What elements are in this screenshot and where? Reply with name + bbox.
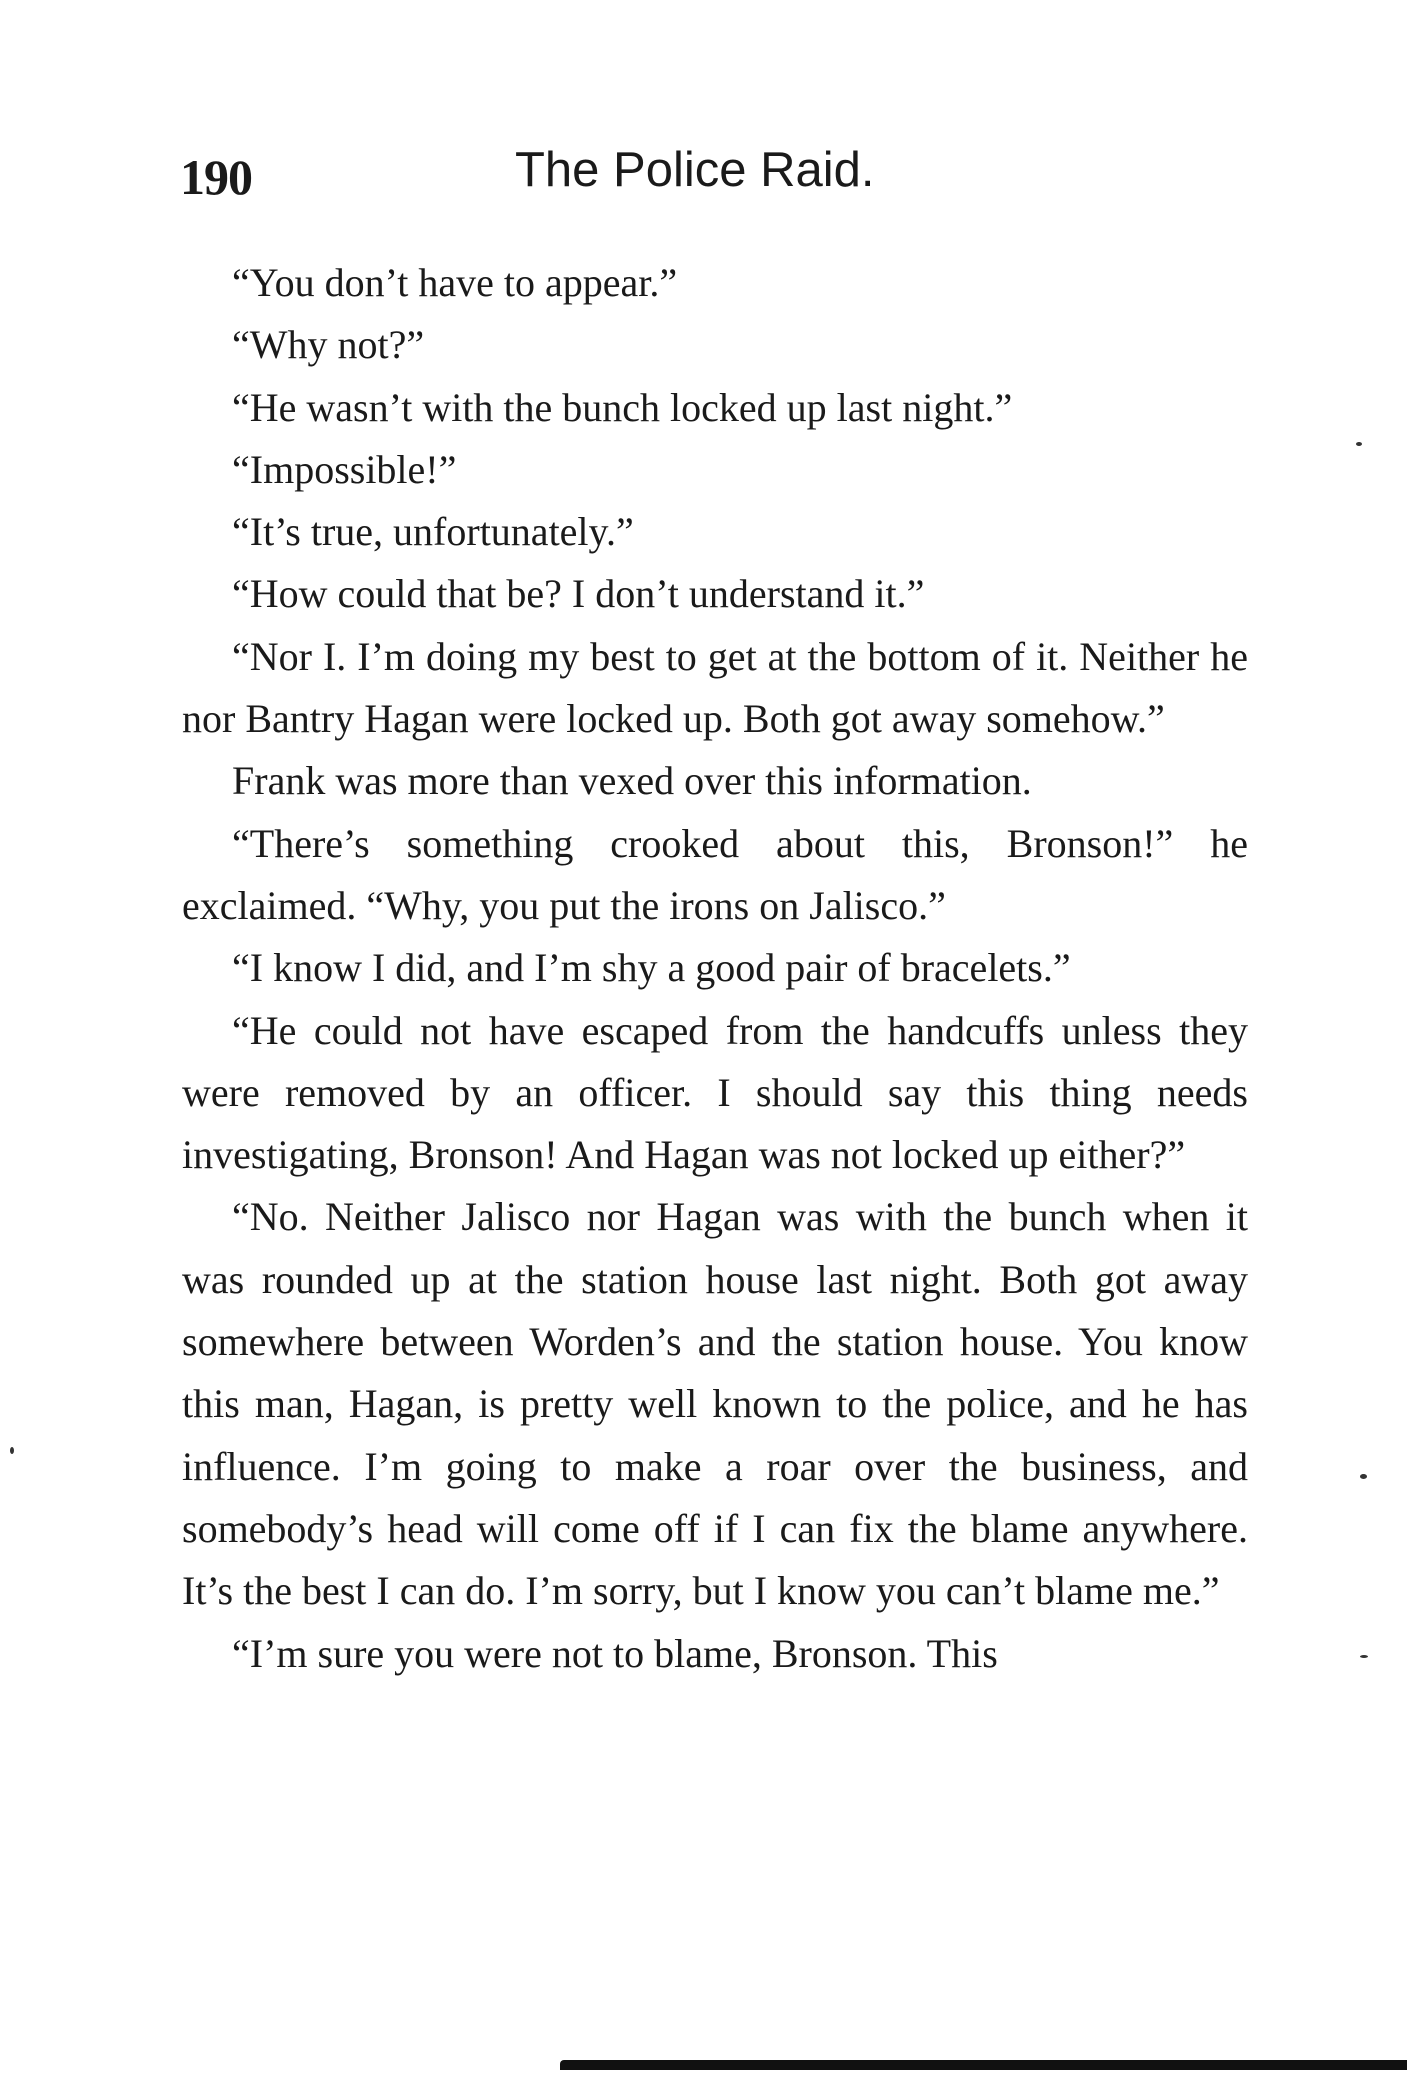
paragraph: “No. Neither Jalisco nor Hagan was with the bunch when it was rounded up at the station house last night. Both got away somewhere between Worden’s and the station house. You know this man, Hagan, is pretty well known to the police, and he has influence. I’m going to make a roar over the business, and somebody’s head will come off if I can fix the blame anywhere. It’s the best I can do. I’m sorry, but I know you can’t blame me.” [182, 1194, 1248, 1614]
paragraph: “It’s true, unfortunately.” [232, 509, 634, 555]
paragraph: “I know I did, and I’m shy a good pair of bracelets.” [232, 945, 1071, 991]
scan-speck [1360, 1474, 1367, 1479]
running-title: The Police Raid. [515, 143, 875, 197]
paragraph: “How could that be? I don’t understand it.” [232, 571, 925, 617]
paragraph: “You don’t have to appear.” [232, 260, 678, 305]
scan-speck [1360, 1655, 1368, 1658]
paragraph: “Why not?” [232, 322, 425, 368]
paragraph: “There’s something crooked about this, Bronson!” he exclaimed. “Why, you put the irons on Jalisco.” [182, 820, 1248, 928]
scan-speck [10, 1447, 14, 1454]
paragraph: Frank was more than vexed over this information. [232, 758, 1032, 804]
paragraph: “He could not have escaped from the handcuffs unless they were removed by an officer. I should say this thing needs investigating, Bronson! And Hagan was not locked up either?” [182, 1007, 1248, 1178]
paragraph: “Nor I. I’m doing my best to get at the bottom of it. Neither he nor Bantry Hagan were locked up. Both got away somehow.” [182, 633, 1248, 742]
bottom-edge-rule [560, 2060, 1407, 2070]
page-header [180, 143, 1250, 218]
page-number: 190 [180, 149, 252, 205]
body-text [182, 252, 1248, 1685]
paragraph: “I’m sure you were not to blame, Bronson. This [232, 1630, 998, 1676]
paragraph: “He wasn’t with the bunch locked up last night.” [232, 384, 1013, 430]
paragraph: “Impossible!” [232, 446, 457, 492]
scan-speck [1356, 442, 1362, 446]
